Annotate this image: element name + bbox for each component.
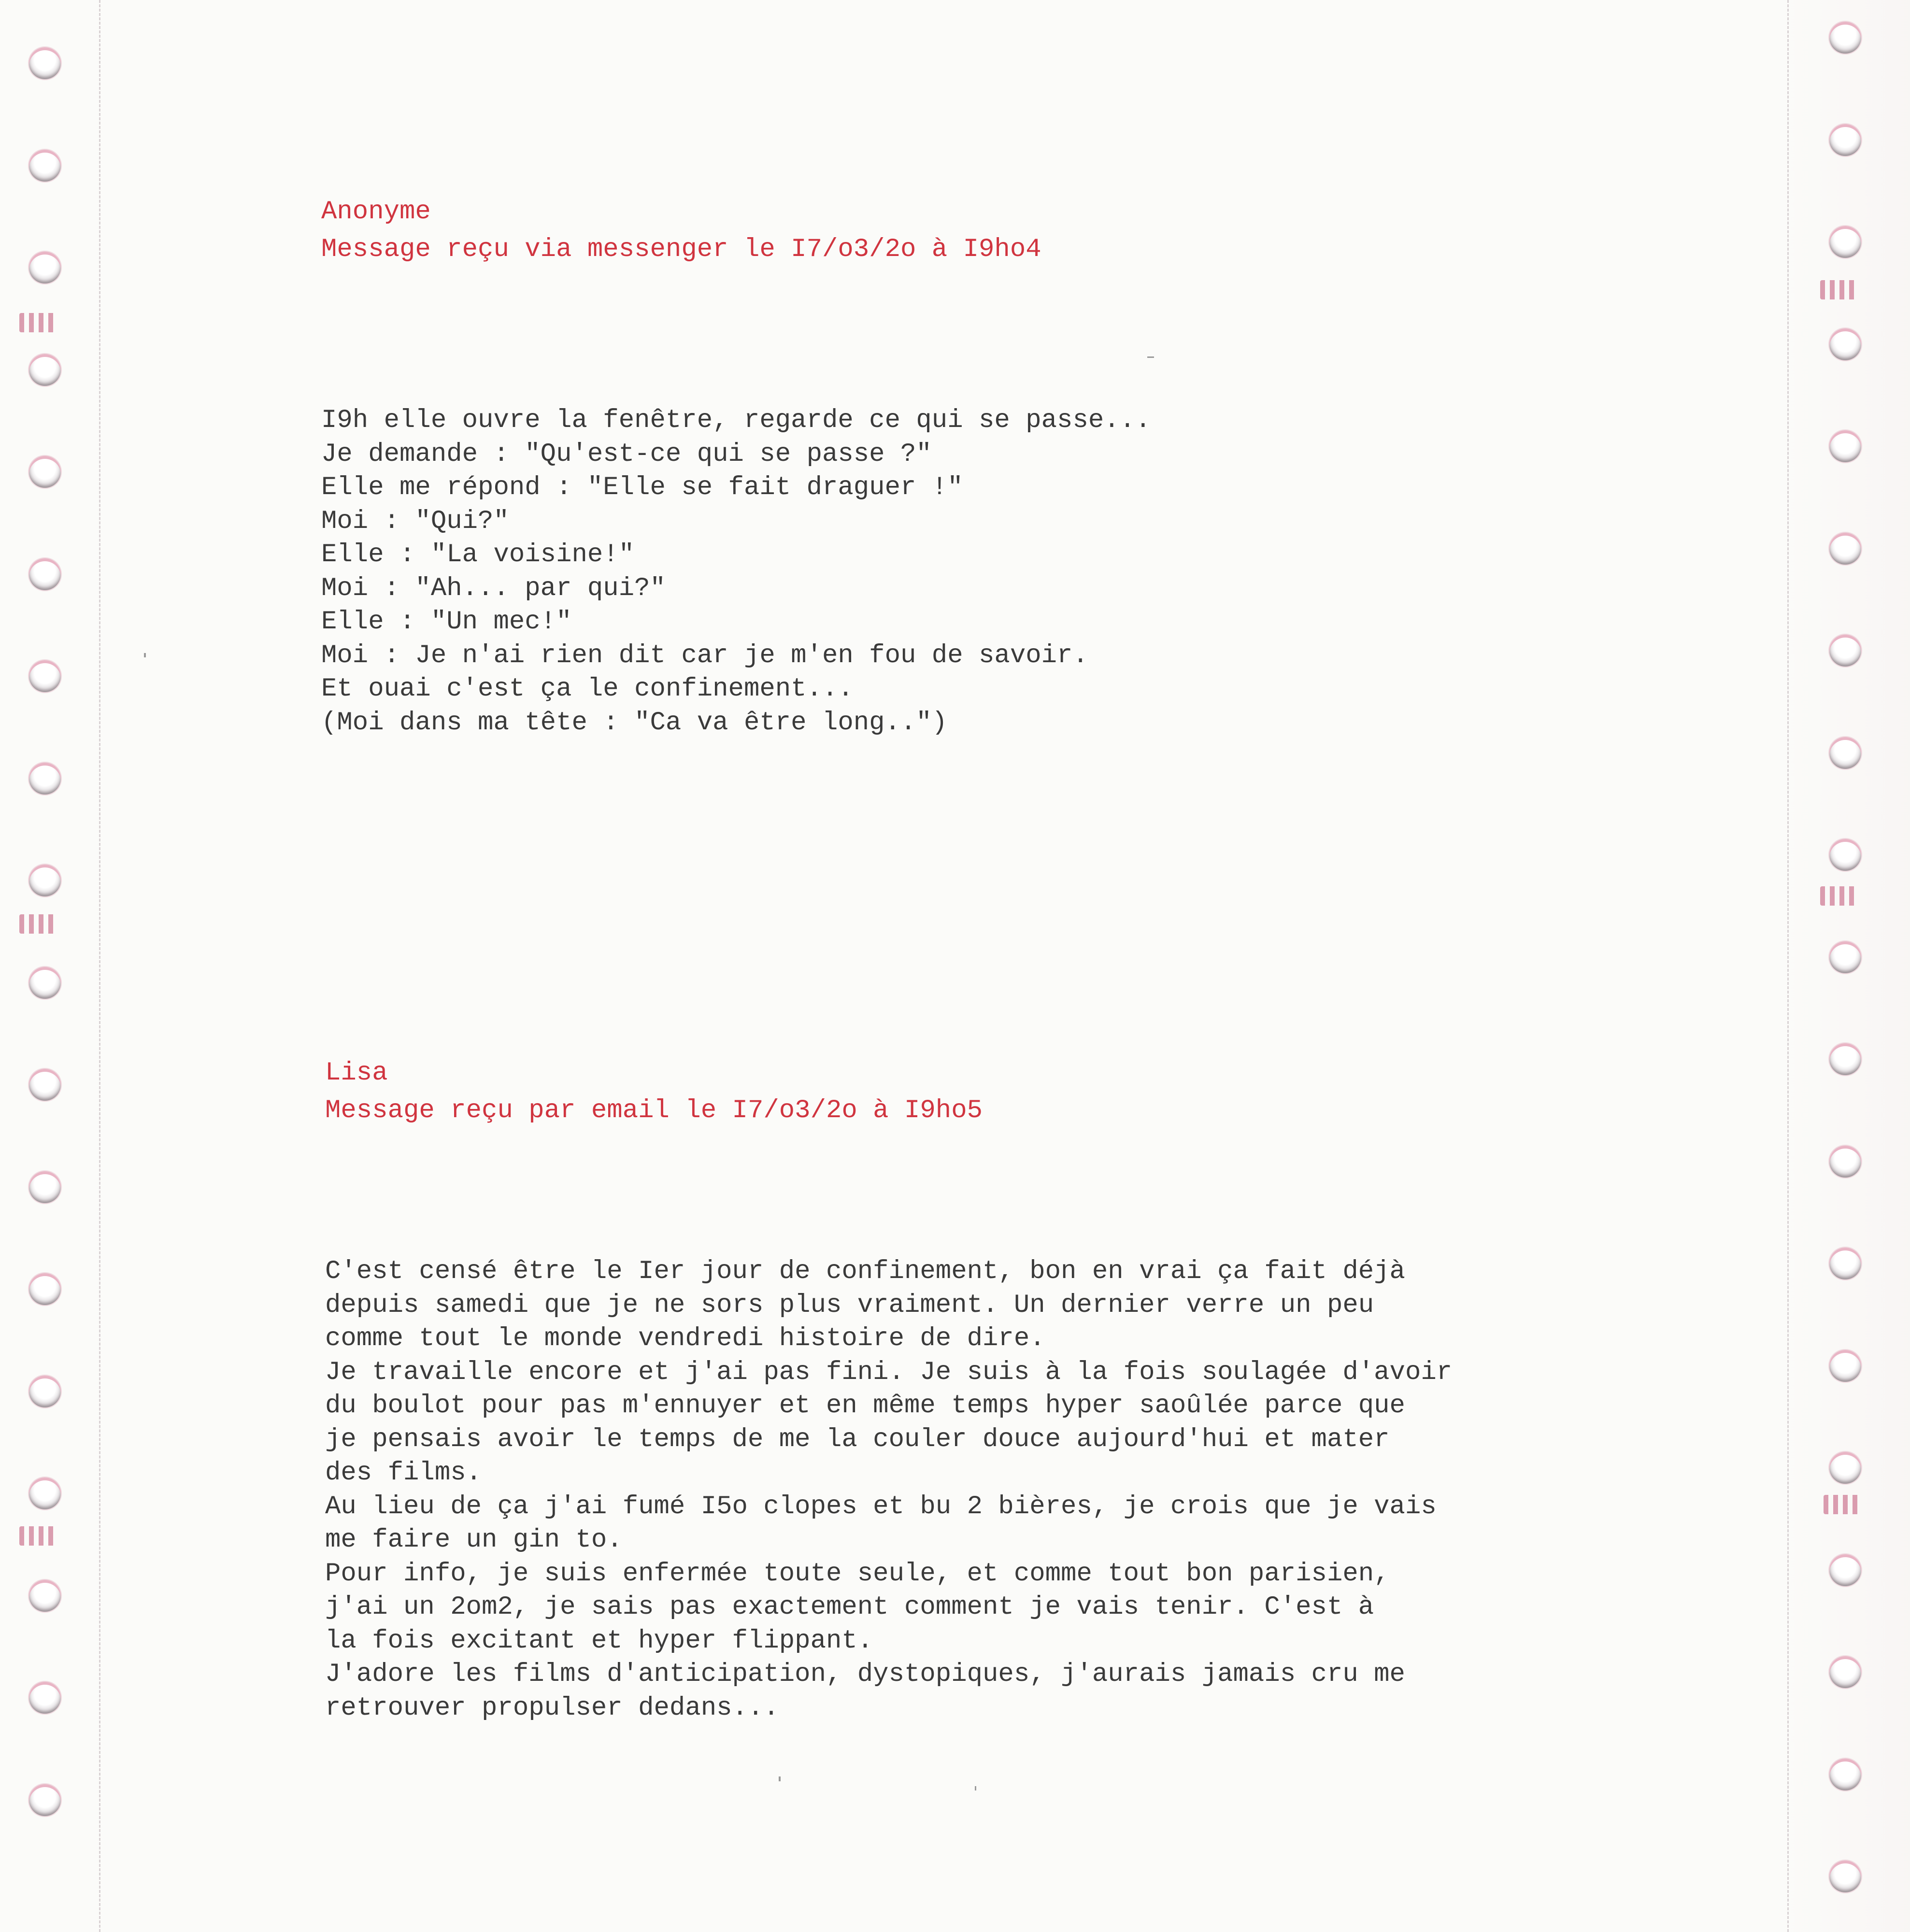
body-line: J'adore les films d'anticipation, dystopiques, j'aurais jamais cru me	[325, 1660, 1405, 1689]
tractor-hole	[29, 865, 61, 896]
paper-speck	[779, 1776, 781, 1781]
tractor-hole	[1829, 22, 1861, 54]
tractor-hole	[29, 1273, 61, 1305]
body-line: Moi : Je n'ai rien dit car je m'en fou de savoir.	[321, 640, 1088, 670]
perforation-tick-mark	[19, 914, 57, 934]
paper-speck	[144, 653, 146, 657]
tractor-hole	[29, 47, 61, 79]
body-line: retrouver propulser dedans...	[325, 1693, 779, 1723]
body-line: Pour info, je suis enfermée toute seule, et comme tout bon parisien,	[325, 1559, 1390, 1589]
body-line: I9h elle ouvre la fenêtre, regarde ce qui se passe...	[321, 406, 1151, 435]
body-line: Elle : "La voisine!"	[321, 540, 635, 569]
tractor-hole	[1829, 839, 1861, 871]
tractor-hole	[1829, 1554, 1861, 1586]
tractor-hole	[1829, 1452, 1861, 1484]
tractor-hole	[29, 967, 61, 999]
tractor-hole	[1829, 430, 1861, 462]
body-line: C'est censé être le Ier jour de confinement, bon en vrai ça fait déjà	[325, 1257, 1405, 1286]
right-perforation-line	[1787, 0, 1789, 1932]
body-line: des films.	[325, 1458, 482, 1488]
perforation-tick-mark	[1820, 280, 1858, 299]
tractor-hole	[1829, 226, 1861, 258]
tractor-hole	[29, 1376, 61, 1407]
tractor-hole	[29, 1477, 61, 1509]
message-entry-anonyme	[321, 193, 1041, 269]
body-line: Je demande : "Qu'est-ce qui se passe ?"	[321, 439, 932, 469]
message-body-anonyme	[321, 404, 1151, 739]
tractor-hole	[29, 558, 61, 590]
tractor-hole	[29, 1580, 61, 1612]
tractor-hole	[1829, 1656, 1861, 1688]
perforation-tick-mark	[1820, 886, 1858, 906]
tractor-hole	[1829, 1350, 1861, 1382]
perforation-tick-mark	[19, 313, 57, 332]
tractor-hole	[29, 763, 61, 795]
tractor-hole	[29, 1171, 61, 1203]
tractor-hole	[1829, 1146, 1861, 1178]
tractor-hole	[1829, 1759, 1861, 1790]
body-line: Moi : "Ah... par qui?"	[321, 573, 666, 603]
body-line: (Moi dans ma tête : "Ca va être long..")	[321, 708, 948, 738]
body-line: la fois excitant et hyper flippant.	[325, 1626, 873, 1656]
body-line: j'ai un 2om2, je sais pas exactement comment je vais tenir. C'est à	[325, 1592, 1374, 1622]
tractor-hole	[1829, 1861, 1861, 1892]
message-entry-lisa	[325, 1054, 983, 1130]
message-author: Anonyme	[321, 197, 431, 227]
tractor-hole	[1829, 941, 1861, 973]
message-body-lisa	[325, 1255, 1452, 1725]
body-line: Moi : "Qui?"	[321, 506, 509, 536]
tractor-hole	[29, 1682, 61, 1714]
body-line: Elle me répond : "Elle se fait draguer !"	[321, 473, 963, 502]
body-line: comme tout le monde vendredi histoire de dire.	[325, 1324, 1045, 1353]
body-line: du boulot pour pas m'ennuyer et en même temps hyper saoûlée parce que	[325, 1391, 1405, 1421]
body-line: Et ouai c'est ça le confinement...	[321, 674, 854, 704]
message-meta: Message reçu par email le I7/o3/2o à I9ho5	[325, 1096, 983, 1125]
tractor-hole	[1829, 328, 1861, 360]
tractor-hole	[29, 456, 61, 488]
paper-speck	[1147, 356, 1154, 358]
tractor-hole	[29, 354, 61, 386]
tractor-hole	[1829, 533, 1861, 565]
left-perforation-line	[99, 0, 100, 1932]
perforation-tick-mark	[19, 1526, 57, 1546]
paper-speck	[975, 1786, 976, 1790]
message-meta: Message reçu via messenger le I7/o3/2o à I9ho4	[321, 235, 1041, 264]
tractor-hole	[29, 1069, 61, 1101]
body-line: je pensais avoir le temps de me la couler douce aujourd'hui et mater	[325, 1424, 1390, 1454]
tractor-hole	[29, 252, 61, 284]
body-line: Elle : "Un mec!"	[321, 607, 572, 637]
body-line: depuis samedi que je ne sors plus vraiment. Un dernier verre un peu	[325, 1290, 1374, 1320]
tractor-hole	[1829, 635, 1861, 667]
body-line: me faire un gin to.	[325, 1525, 623, 1555]
body-line: Au lieu de ça j'ai fumé I5o clopes et bu 2 bières, je crois que je vais	[325, 1492, 1437, 1521]
tractor-hole	[1829, 1043, 1861, 1075]
tractor-hole	[1829, 124, 1861, 156]
body-line: Je travaille encore et j'ai pas fini. Je suis à la fois soulagée d'avoir	[325, 1357, 1453, 1387]
tractor-hole	[29, 150, 61, 182]
tractor-hole	[1829, 1248, 1861, 1279]
message-author: Lisa	[325, 1058, 388, 1088]
tractor-hole	[1829, 737, 1861, 769]
tractor-hole	[29, 1784, 61, 1816]
perforation-tick-mark	[1824, 1495, 1861, 1514]
tractor-hole	[29, 660, 61, 692]
